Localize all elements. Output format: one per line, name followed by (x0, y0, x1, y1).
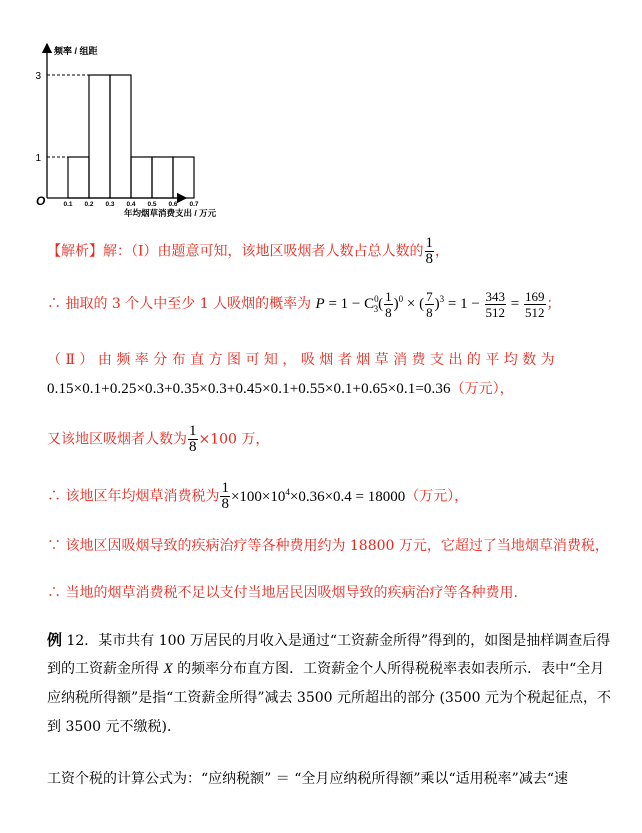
solution-line-1: 【解析】解：（Ⅰ）由题意可知，该地区吸烟者人数占总人数的 $\frac{1}{8}$ ， (47, 235, 450, 267)
x-tick-label: 0.1 (63, 201, 73, 208)
solution-line-3: （ Ⅱ ） 由 频 率 分 布 直 方 图 可 知 ， 吸 烟 者 烟 草 消 费 支 出 的 平 均 数 为 (47, 352, 555, 368)
example-line-1: 例 12．某市共有 100 万居民的月收入是通过“工资薪金所得”得到的，如图是抽样调查后得 (47, 631, 611, 649)
solution-line-5: 又该地区吸烟者人数为 $\frac{1}{8}$ ×100 万， (47, 423, 270, 455)
solution-text: 解：（Ⅰ）由题意可知，该地区吸烟者人数占总人数的 (103, 243, 424, 260)
histogram-bar (89, 75, 110, 198)
analysis-bracket: 【解析】 (47, 243, 103, 260)
x-tick-label: 0.7 (189, 201, 199, 208)
y-tick-label: 1 (35, 153, 41, 164)
solution-line-7: ∵ 该地区因吸烟导致的疾病治疗等各种费用约为 18800 万元，它超过了当地烟草消费税， (47, 538, 609, 554)
histogram-bar (68, 157, 89, 198)
example-line-2: 到的工资薪金所得 X 的频率分布直方图．工资薪金个人所得税税率表如表所示．表中“全月 (47, 661, 605, 677)
solution-line-8: ∴ 当地的烟草消费税不足以支付当地居民因吸烟导致的疾病治疗等各种费用. (47, 585, 518, 601)
origin-label: O (36, 194, 46, 208)
solution-line-2: ∴ 抽取的 3 个人中至少 1 人吸烟的概率为 $P = 1 - C^0_3$( $\frac{1}{8}$ )$^0$ × ( $\frac{7}{8}$ )$^3$ = 1 − $\frac{343}{512}$ = $\frac{169}{512}$ ； (47, 289, 561, 320)
example-line-5: 工资个税的计算公式为：“应纳税额” ＝ “全月应纳税所得额”乘以“适用税率”减去“速 (47, 771, 568, 787)
histogram-bar (173, 157, 194, 198)
histogram-bar (152, 157, 173, 198)
example-line-4: 到 3500 元不缴税)． (47, 719, 181, 735)
solution-line-6: ∴ 该地区年均烟草消费税为 $\frac{1}{8}$ $\times 100\times 10^4\times 0.36\times 0.4 = 18000$（万元）， (47, 480, 469, 512)
x-axis-label: 年均烟草消费支出 / 万元 (124, 208, 217, 218)
x-tick-label: 0.5 (147, 201, 157, 208)
example-label: 例 (47, 631, 63, 649)
x-tick-label: 0.2 (84, 201, 94, 208)
y-axis-label: 频率 / 组距 (54, 46, 98, 56)
example-line-3: 应纳税所得额”是指“工资薪金所得”减去 3500 元所超出的部分 (3500 元为个税起征点，不 (47, 690, 611, 706)
x-tick-label: 0.3 (105, 201, 115, 208)
x-tick-label: 0.6 (168, 201, 178, 208)
frequency-histogram (0, 0, 230, 225)
solution-text: ∴ 抽取的 3 个人中至少 1 人吸烟的概率为 (47, 295, 312, 312)
fraction: $\frac{1}{8}$ (425, 235, 434, 267)
histogram-bar (110, 75, 131, 198)
x-tick-label: 0.4 (126, 201, 136, 208)
solution-line-4: 0.15×0.1+0.25×0.3+0.35×0.3+0.45×0.1+0.55×0.1+0.65×0.1=0.36（万元）， (47, 381, 514, 397)
y-tick-label: 3 (35, 71, 41, 82)
histogram-bar (131, 157, 152, 198)
